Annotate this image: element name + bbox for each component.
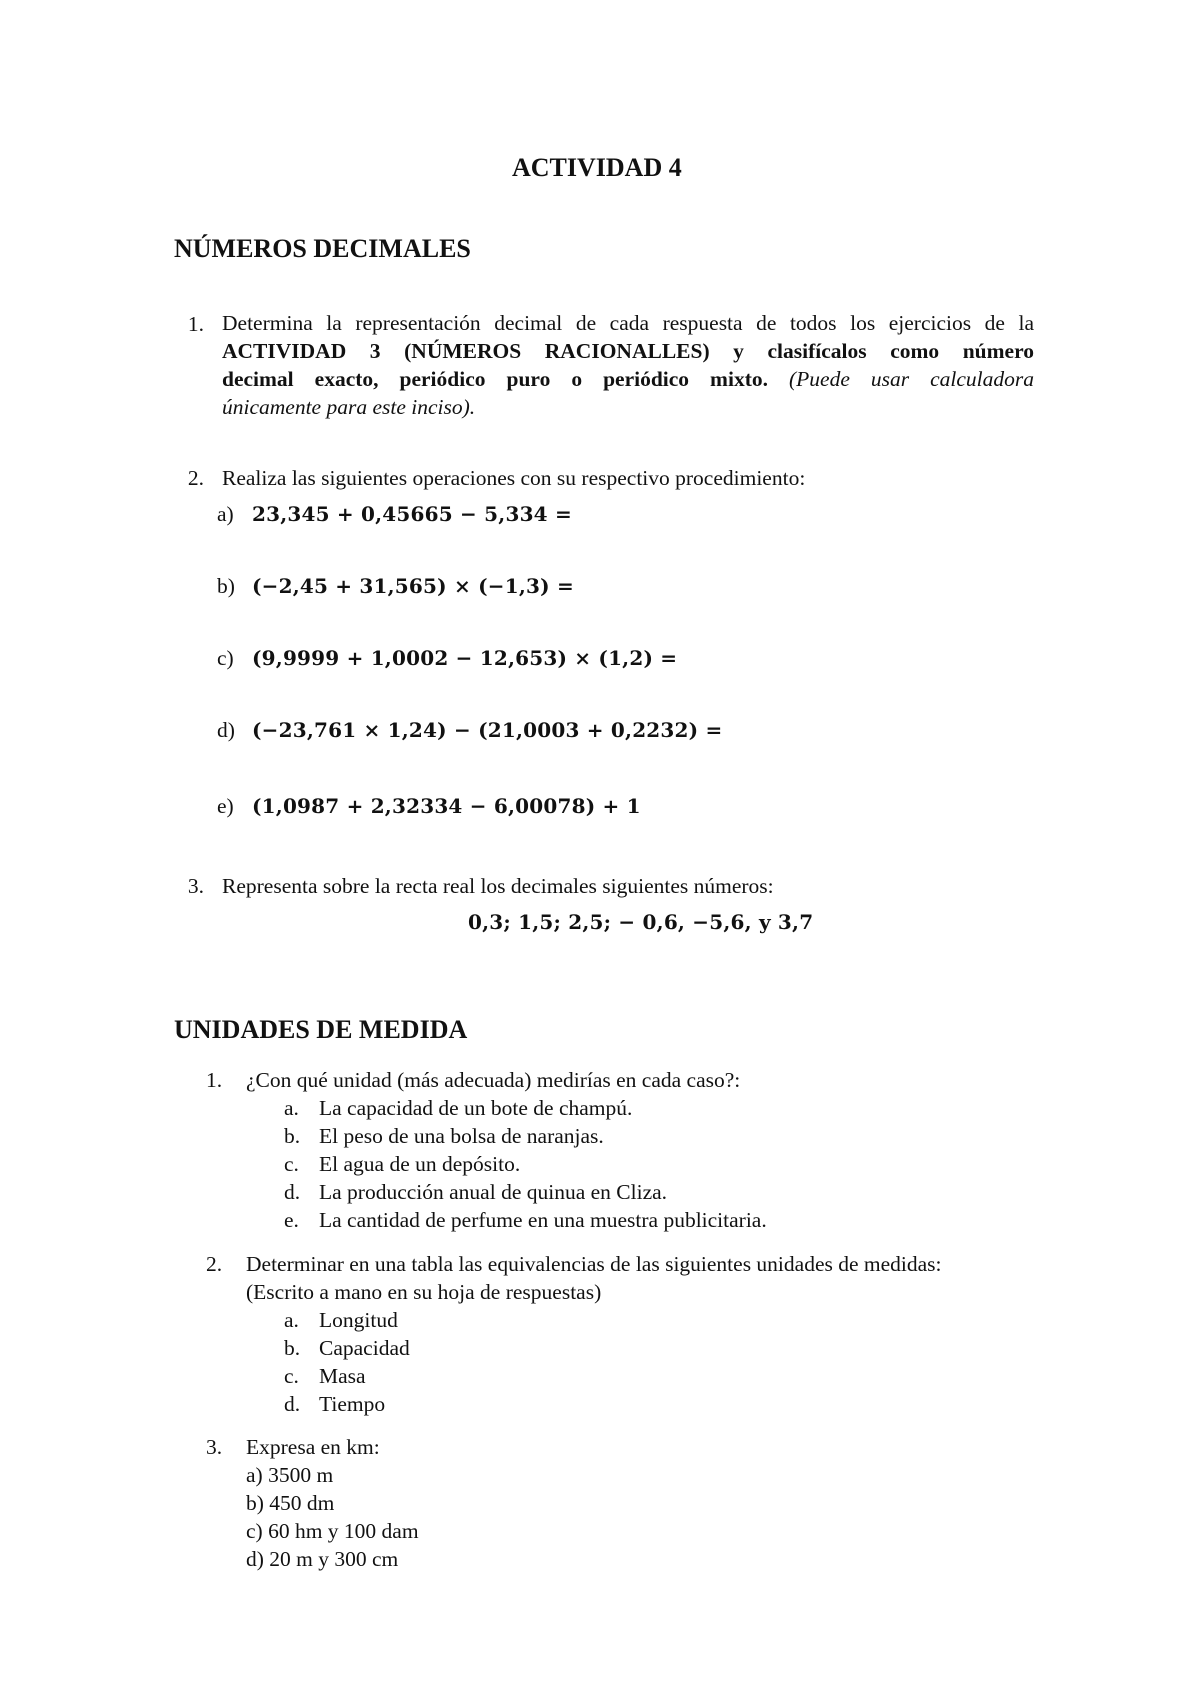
operation-label: b) [217, 574, 235, 598]
section-heading-decimales: NÚMEROS DECIMALES [174, 234, 471, 263]
item-text: La capacidad de un bote de champú. [319, 1096, 633, 1120]
operation-expression: 23,345 + 0,45665 − 5,334 = [252, 502, 572, 526]
item-text: La producción anual de quinua en Cliza. [319, 1180, 668, 1204]
question-1-line-2: ACTIVIDAD 3 (NÚMEROS RACIONALLES) y clasifícalos como número [222, 339, 1034, 363]
item-label: b. [284, 1336, 301, 1360]
question-number: 1. [206, 1068, 223, 1092]
item-text: Masa [319, 1364, 366, 1388]
section-heading-medida: UNIDADES DE MEDIDA [174, 1015, 468, 1044]
conversion-item: c) 60 hm y 100 dam [246, 1519, 419, 1543]
measure-question-1-text: ¿Con qué unidad (más adecuada) medirías en cada caso?: [246, 1068, 741, 1092]
item-label: a. [284, 1308, 299, 1332]
item-text: Longitud [319, 1308, 398, 1332]
item-label: d. [284, 1180, 301, 1204]
item-text: Tiempo [319, 1392, 386, 1416]
page-title: ACTIVIDAD 4 [512, 153, 682, 182]
item-label: a. [284, 1096, 299, 1120]
operation-label: e) [217, 794, 234, 818]
item-label: d. [284, 1392, 301, 1416]
question-2-text: Realiza las siguientes operaciones con su respectivo procedimiento: [222, 466, 806, 490]
question-number: 2. [206, 1252, 223, 1276]
question-1-line-3-italic: (Puede usar calculadora [767, 367, 1034, 391]
question-3-text: Representa sobre la recta real los decimales siguientes números: [222, 874, 774, 898]
conversion-item: a) 3500 m [246, 1463, 334, 1487]
measure-question-3-text: Expresa en km: [246, 1435, 380, 1459]
operation-label: d) [217, 718, 235, 742]
operation-expression: (−23,761 × 1,24) − (21,0003 + 0,2232) = [252, 718, 723, 742]
measure-question-2-line-1: Determinar en una tabla las equivalencias de las siguientes unidades de medidas: [246, 1252, 942, 1276]
item-text: Capacidad [319, 1336, 410, 1360]
question-1-line-3 [222, 365, 1034, 393]
item-text: La cantidad de perfume en una muestra publicitaria. [319, 1208, 767, 1232]
item-text: El peso de una bolsa de naranjas. [319, 1124, 604, 1148]
item-label: c. [284, 1152, 299, 1176]
question-number: 2. [187, 466, 204, 490]
question-1-line-3-bold: decimal exacto, periódico puro o periódico mixto. [222, 367, 768, 391]
item-label: e. [284, 1208, 299, 1232]
question-1-line-1: Determina la representación decimal de cada respuesta de todos los ejercicios de la [222, 311, 1034, 335]
operation-expression: (1,0987 + 2,32334 − 6,00078) + 1 [252, 794, 641, 818]
question-number: 1. [187, 312, 204, 336]
operation-expression: (−2,45 + 31,565) × (−1,3) = [252, 574, 574, 598]
question-1-line-4: únicamente para este inciso). [222, 395, 476, 419]
decimal-values: 0,3; 1,5; 2,5; − 0,6, −5,6, y 3,7 [468, 910, 814, 934]
operation-label: c) [217, 646, 234, 670]
question-number: 3. [187, 874, 204, 898]
item-label: b. [284, 1124, 301, 1148]
conversion-item: b) 450 dm [246, 1491, 335, 1515]
item-text: El agua de un depósito. [319, 1152, 521, 1176]
question-number: 3. [206, 1435, 223, 1459]
measure-question-2-line-2: (Escrito a mano en su hoja de respuestas) [246, 1280, 602, 1304]
operation-expression: (9,9999 + 1,0002 − 12,653) × (1,2) = [252, 646, 678, 670]
item-label: c. [284, 1364, 299, 1388]
conversion-item: d) 20 m y 300 cm [246, 1547, 399, 1571]
operation-label: a) [217, 502, 234, 526]
question-1-text [222, 309, 1034, 421]
